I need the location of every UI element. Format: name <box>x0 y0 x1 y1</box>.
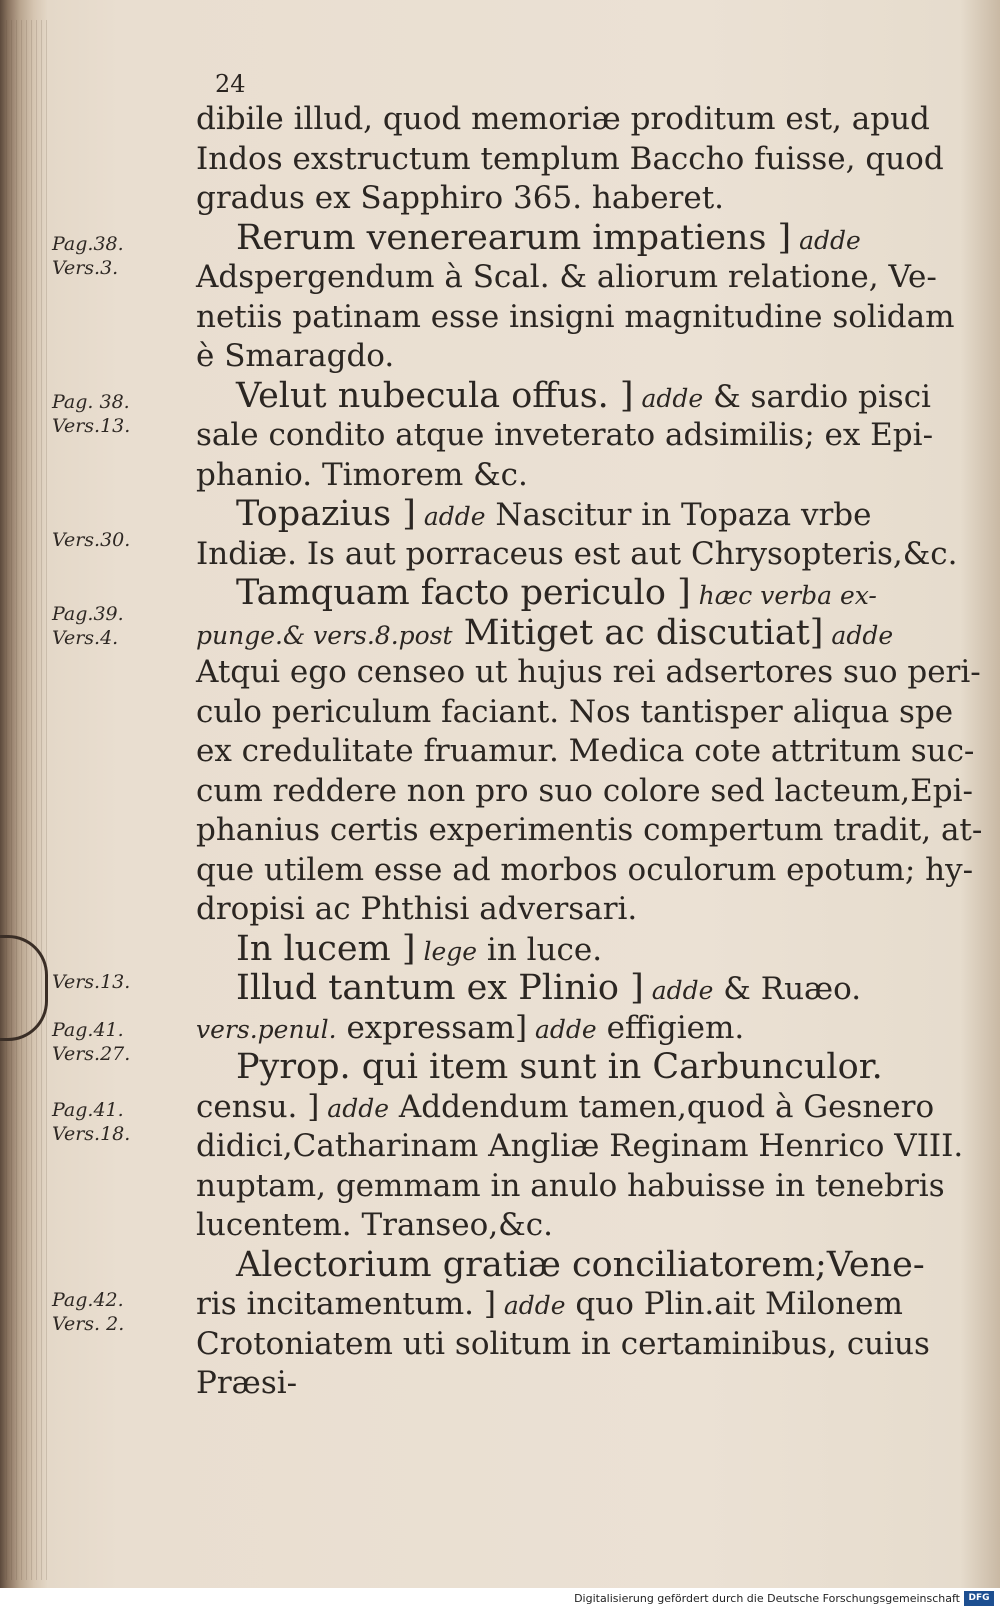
margin-note <box>52 390 162 438</box>
text-line <box>196 416 936 456</box>
text-segment: Mitiget ac discutiat] <box>452 612 824 653</box>
margin-note <box>52 970 162 994</box>
text-segment: adde <box>415 502 486 531</box>
text-segment: cum reddere non pro suo colore sed lacteum,Epi- <box>196 772 974 809</box>
margin-note-line: Vers.4. <box>52 627 119 649</box>
text-segment: Indos exstructum templum Baccho fuisse, quod <box>196 140 944 177</box>
margin-note-line: Vers.30. <box>52 529 131 551</box>
text-segment: netiis patinam esse insigni magnitudine solidam <box>196 298 955 335</box>
text-line <box>196 811 983 851</box>
margin-note <box>52 1018 162 1066</box>
text-line <box>196 495 936 535</box>
text-segment: Atqui ego censeo ut hujus rei adsertores suo peri- <box>196 654 981 690</box>
margin-note-line: Vers.27. <box>52 1043 131 1065</box>
text-segment: lucentem. Transeo,&c. <box>196 1207 553 1243</box>
margin-note-line: Vers.18. <box>52 1123 131 1145</box>
margin-note-line: Vers.13. <box>52 415 131 437</box>
text-segment: Topazius ] <box>236 494 416 534</box>
body-text <box>196 100 983 1404</box>
text-segment: que utilem esse ad morbos oculorum epotum; hy- <box>196 851 974 888</box>
margin-note-line: Vers.13. <box>52 971 131 993</box>
text-segment: Crotoniatem uti solitum in certaminibus, cuius <box>196 1325 930 1362</box>
text-segment: effigiem. <box>596 1009 745 1046</box>
text-segment: Pyrop. qui item sunt in Carbunculor. <box>236 1047 883 1087</box>
text-segment: adde <box>643 976 714 1005</box>
text-segment: adde <box>527 1014 597 1044</box>
text-segment: adde <box>319 1093 390 1123</box>
text-segment: culo periculum faciant. Nos tantisper aliqua spe <box>196 693 954 730</box>
text-segment: expressam] <box>336 1009 528 1046</box>
text-segment: punge.& vers.8.post <box>196 620 453 650</box>
text-line <box>196 574 936 614</box>
text-segment: & Ruæo. <box>713 971 862 1007</box>
margin-note <box>52 602 162 650</box>
text-line <box>196 693 954 733</box>
text-segment: hæc verba ex- <box>690 581 877 610</box>
text-segment: Alectorium gratiæ conciliatorem;Vene- <box>236 1244 925 1285</box>
text-line <box>196 851 974 891</box>
text-line <box>196 1009 936 1049</box>
margin-note <box>52 1288 162 1336</box>
text-segment: lege <box>415 936 478 966</box>
page-edges <box>6 20 50 1580</box>
text-segment: Tamquam facto periculo ] <box>236 573 691 613</box>
text-line <box>196 179 936 219</box>
text-segment: adde <box>823 620 894 650</box>
margin-note-line: Vers.3. <box>52 257 119 279</box>
text-line <box>196 258 936 298</box>
text-segment: nuptam, gemmam in anulo habuisse in tenebris <box>196 1167 945 1204</box>
margin-note <box>52 1098 162 1146</box>
text-segment: Indiæ. Is aut porraceus est aut Chrysopteris,&c. <box>196 535 958 572</box>
text-line <box>196 1285 936 1325</box>
text-segment: gradus ex Sapphiro 365. haberet. <box>196 180 725 216</box>
margin-note-line: Pag.39. <box>52 603 124 625</box>
text-segment: phanio. Timorem &c. <box>196 456 528 493</box>
text-segment: adde <box>495 1291 566 1320</box>
text-line <box>196 653 981 693</box>
text-segment: censu. ] <box>196 1088 320 1125</box>
text-segment: Velut nubecula offus. ] <box>236 375 634 416</box>
text-segment: Rerum venerearum impatiens ] <box>236 217 792 258</box>
text-line <box>196 100 936 140</box>
text-line <box>196 1364 936 1404</box>
text-line <box>196 930 936 970</box>
text-segment: Addendum tamen,quod à Gesnero <box>389 1088 935 1125</box>
text-line <box>196 772 974 812</box>
margin-note-line: Pag.41. <box>52 1019 124 1041</box>
text-line <box>196 140 944 180</box>
margin-note-line: Pag. 38. <box>52 391 130 413</box>
text-line <box>196 1088 936 1128</box>
margin-note <box>52 232 162 280</box>
text-line <box>196 456 936 496</box>
text-segment: ris incitamentum. ] <box>196 1286 496 1322</box>
text-segment: Illud tantum ex Plinio ] <box>236 968 644 1008</box>
text-segment: & sardio pisci <box>703 378 931 415</box>
text-segment: adde <box>633 383 704 413</box>
text-line <box>196 1325 936 1365</box>
text-line <box>196 377 936 417</box>
text-segment: Præsi- <box>196 1365 298 1401</box>
text-segment: sale condito atque inveterato adsimilis; ex Epi- <box>196 417 934 453</box>
margin-note-line: Pag.38. <box>52 233 124 255</box>
text-segment: è Smaragdo. <box>196 338 395 374</box>
page-number: 24 <box>215 70 246 98</box>
text-line <box>196 219 936 259</box>
text-line <box>196 969 936 1009</box>
text-line <box>196 1048 936 1088</box>
text-line <box>196 535 958 575</box>
text-segment: quo Plin.ait Milonem <box>565 1286 903 1322</box>
text-line <box>196 1246 936 1286</box>
margin-note-line: Vers. 2. <box>52 1313 125 1335</box>
margin-note-line: Pag.42. <box>52 1289 124 1311</box>
margin-note <box>52 528 162 552</box>
margin-note-line: Pag.41. <box>52 1099 124 1121</box>
footer-credit: Digitalisierung gefördert durch die Deutsche Forschungsgemeinschaft <box>574 1592 960 1605</box>
text-segment: in luce. <box>477 931 603 968</box>
text-segment: Nascitur in Topaza vrbe <box>485 497 872 533</box>
text-segment: didici,Catharinam Angliæ Reginam Henrico VIII. <box>196 1128 964 1164</box>
text-line <box>196 614 936 654</box>
text-segment: phanius certis experimentis compertum tradit, at- <box>196 812 983 848</box>
text-segment: adde <box>791 225 861 255</box>
text-line <box>196 732 975 772</box>
footer <box>0 1588 1000 1610</box>
dfg-logo: DFG <box>964 1591 994 1606</box>
text-segment: ex credulitate fruamur. Medica cote attritum suc- <box>196 733 975 769</box>
text-line <box>196 337 936 377</box>
text-segment: dropisi ac Phthisi adversari. <box>196 891 638 927</box>
text-segment: In lucem ] <box>236 928 416 969</box>
text-line <box>196 890 936 930</box>
text-line <box>196 1206 936 1246</box>
text-segment: Adspergendum à Scal. & aliorum relatione, Ve- <box>196 259 937 295</box>
text-segment: vers.penul. <box>196 1014 337 1044</box>
text-line <box>196 298 955 338</box>
text-segment: dibile illud, quod memoriæ proditum est, apud <box>196 101 930 137</box>
text-line <box>196 1167 945 1207</box>
text-line <box>196 1127 964 1167</box>
